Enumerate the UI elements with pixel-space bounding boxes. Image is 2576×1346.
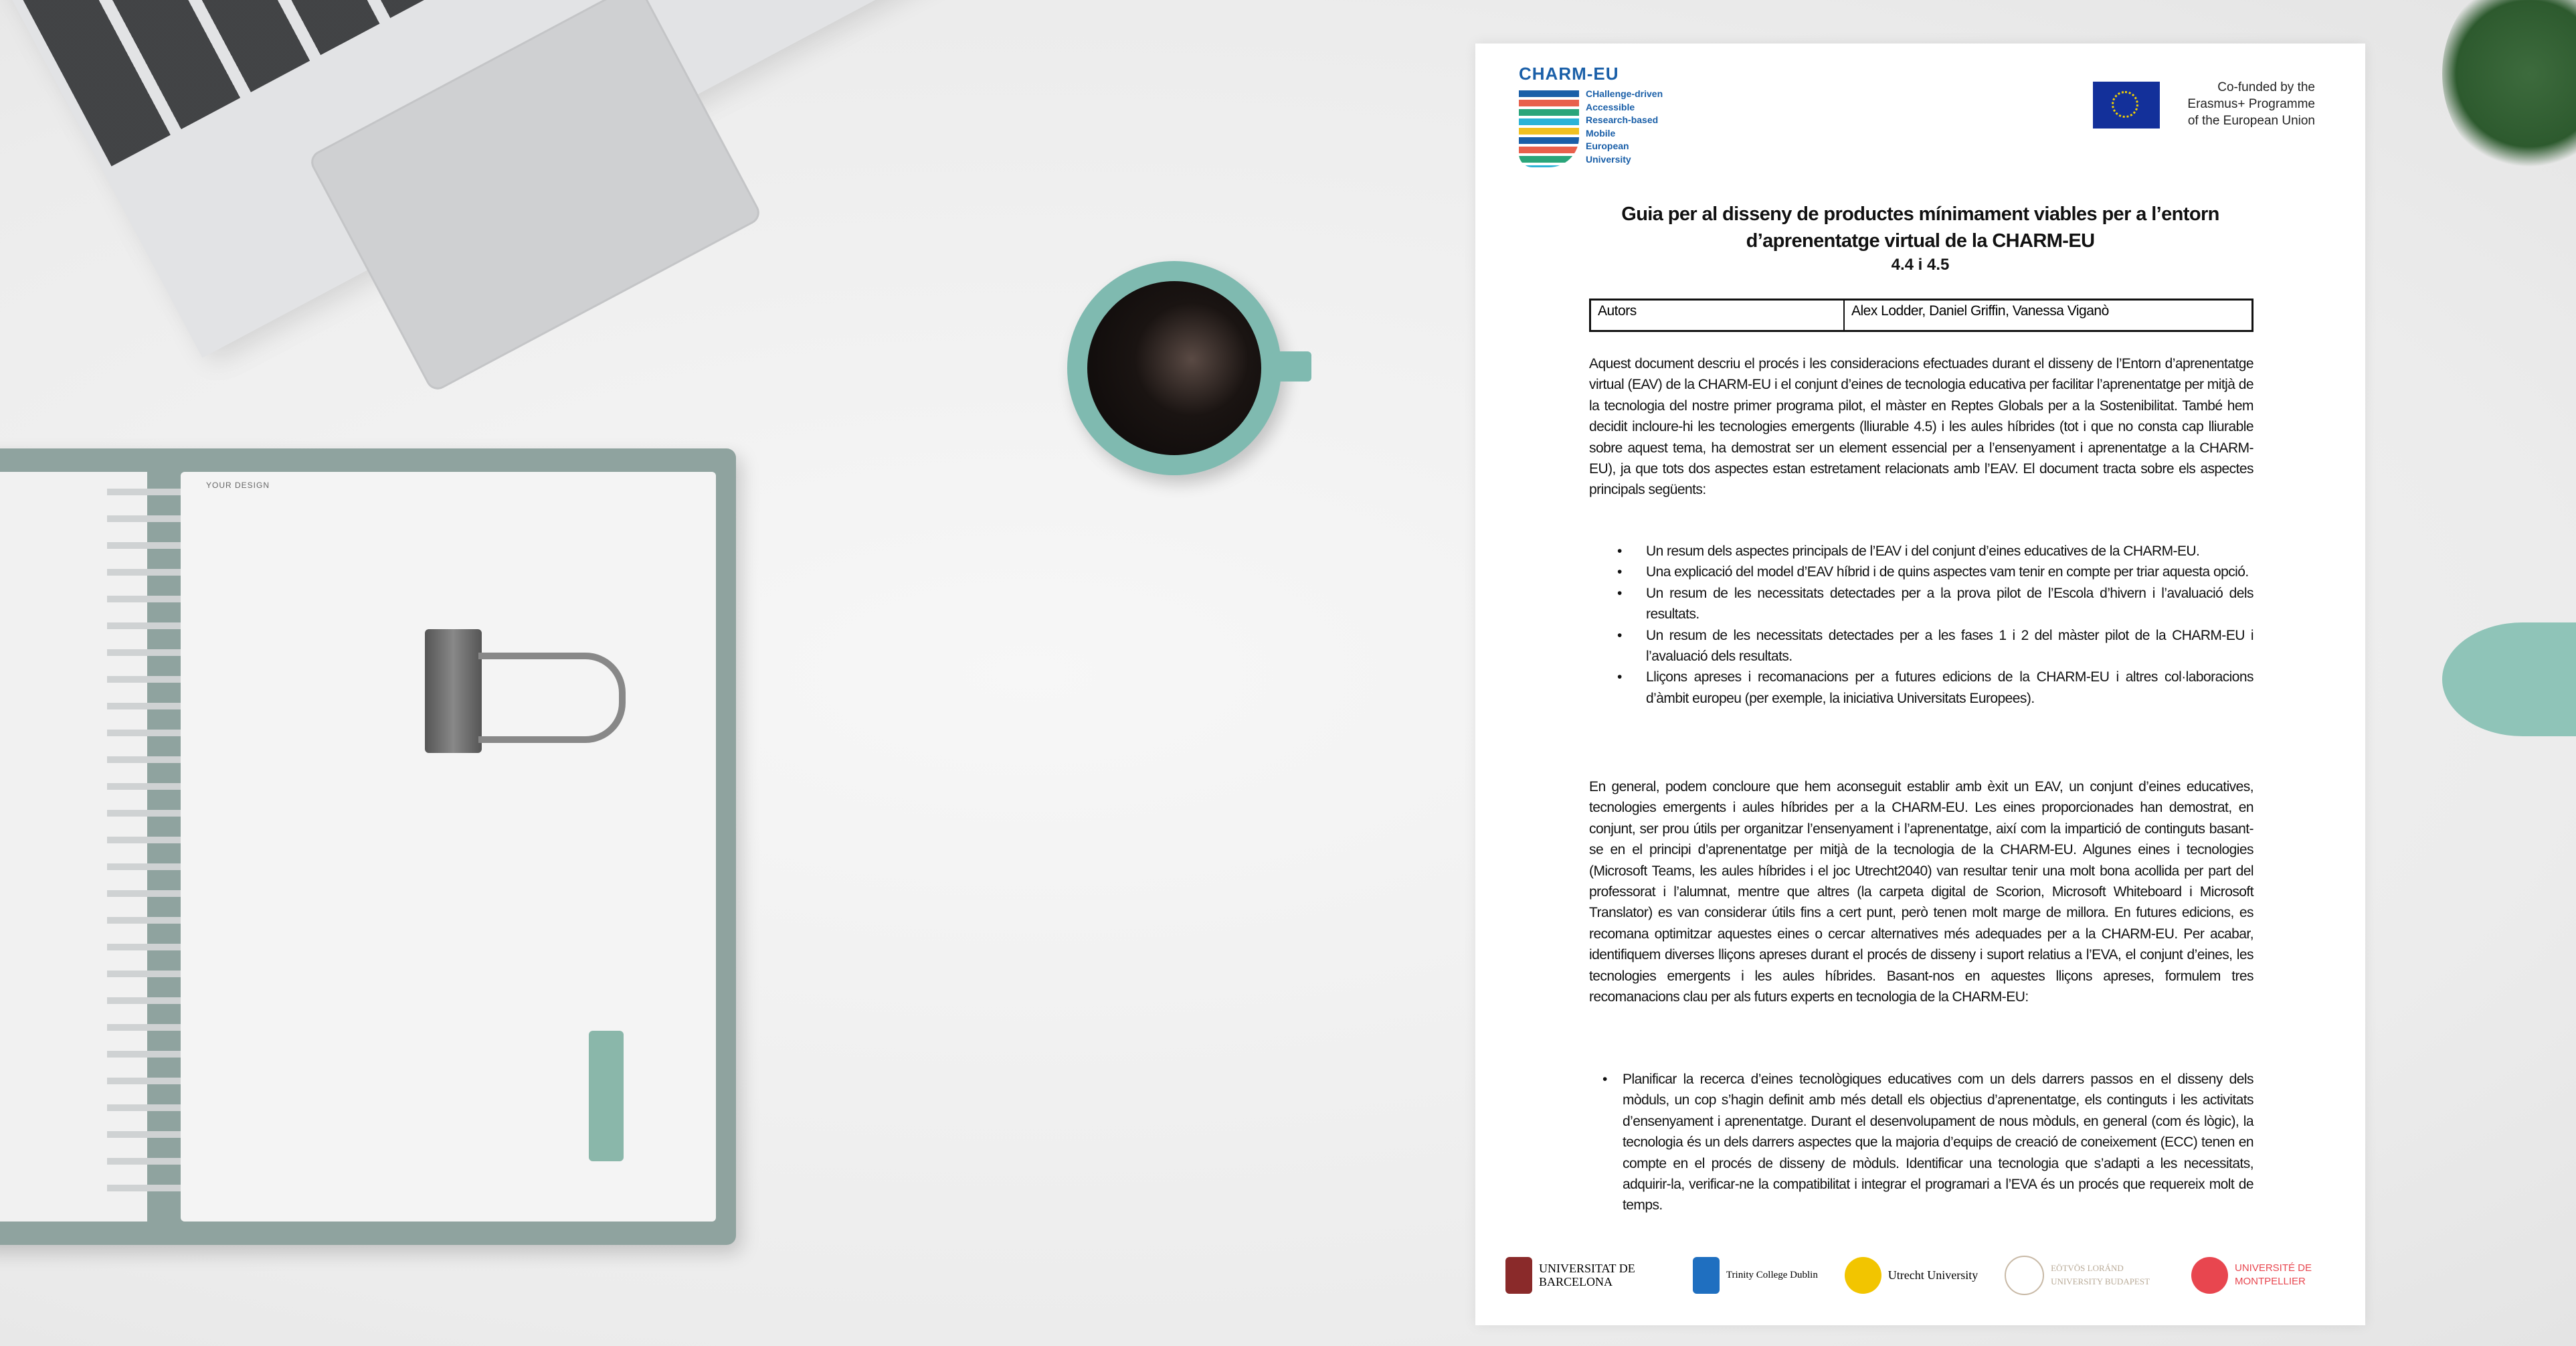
charm-eu-logo-name: CHARM-EU [1519, 64, 1619, 84]
title-line: Guia per al disseny de productes mínimament viables per a l’entorn [1621, 203, 2219, 225]
list-item: • Planificar la recerca d’eines tecnològiques educatives com un dels darrers passos en el disseny dels mòduls, un cop s’hagin definit amb més detall els objectius d’aprenentatge, els continguts i les activitats d’ensenyament i aprenentatge. Durant el desenvolupament de nous mòduls, en general (com és lògic), la tecnologia és un dels darrers aspectes que la majoria d’equips de creació de coneixement (ECC) tenen en compte en el procés de disseny de mòduls. Identificar una tecnologia que s’adapti a les necessitats, adquirir-la, verificar-ne la compatibilitat i integrar el programari a l’EVA és un procés que requereix molt de temps. [1589, 1069, 2253, 1216]
logo-text: Utrecht University [1888, 1268, 1979, 1282]
logo-text: Trinity College Dublin [1726, 1270, 1818, 1280]
notebook-label: YOUR DESIGN [206, 481, 270, 490]
list-item: • Una explicació del model d’EAV híbrid i de quins aspectes vam tenir en compte per triar aquesta opció. [1589, 562, 2253, 582]
logo-utrecht-university [1845, 1257, 1978, 1294]
coffee-cup-handle [1271, 351, 1311, 382]
logo-word: European [1586, 141, 1629, 151]
elte-seal-icon [2005, 1256, 2044, 1295]
utrecht-sun-icon [1845, 1257, 1881, 1294]
logo-text: UNIVERSITÉ DE MONTPELLIER [2235, 1262, 2312, 1287]
document-title [1539, 201, 2302, 254]
aspects-list [1589, 541, 2253, 709]
logo-word: University [1586, 153, 1631, 165]
binder-clip [425, 629, 482, 753]
logo-text: EÖTVÖS LORÁND UNIVERSITY BUDAPEST [2051, 1263, 2150, 1286]
eu-text-line: Co-funded by the [2217, 80, 2315, 94]
list-item: • Lliçons apreses i recomanacions per a futures edicions de la CHARM-EU i altres col·laboracions d’àmbit europeu (per exemple, la iniciativa Universitats Europees). [1589, 667, 2253, 709]
authors-table [1589, 299, 2253, 332]
charm-eu-logo-words [1586, 88, 1663, 166]
charm-eu-shield-icon [1519, 90, 1579, 167]
partner-logos [1505, 1252, 2342, 1298]
tcd-crest-icon [1693, 1257, 1720, 1294]
coffee [1087, 281, 1261, 455]
eu-text-line: of the European Union [2187, 114, 2315, 128]
title-line: d’aprenentatge virtual de la CHARM-EU [1746, 230, 2095, 252]
logo-trinity-college-dublin [1693, 1257, 1818, 1294]
logo-word: Accessible [1586, 101, 1635, 112]
eu-cofunded-text [2141, 79, 2315, 129]
authors-label: Autors [1591, 301, 1845, 330]
recommendations-list [1589, 1069, 2253, 1216]
ub-crest-icon [1505, 1257, 1532, 1294]
charm-eu-logo [1519, 64, 1663, 165]
list-item: • Un resum dels aspectes principals de l’EAV i del conjunt d’eines educatives de la CHARM-EU. [1589, 541, 2253, 562]
notebook-page [181, 472, 716, 1222]
um-logo-icon [2191, 1257, 2228, 1294]
notebook-spiral [107, 475, 181, 1211]
logo-word: Research-based [1586, 114, 1659, 125]
conclusion-paragraph: En general, podem concloure que hem aconseguit establir amb èxit un EAV, un conjunt d’eines educatives, tecnologies emergents i aules híbrides per a la CHARM-EU. Les eines proporcionades han demostrat, en conjunt, ser prou útils per organitzar l’ensenyament i l’aprenentatge, així com la impartició de continguts basant-se en el principi d’aprenentatge per mitjà de la tecnologia de la CHARM-EU. Algunes eines i tecnologies (Microsoft Teams, les aules híbrides i el joc Utrecht2040) van resultar tenir una molt bona acollida per part del professorat i l’alumnat, mentre que altres (la carpeta digital de Scorion, Microsoft Whiteboard i Microsoft Translator) es van considerar útils fins a cert punt, però tenen molt marge de millora. En futures edicions, es recomana optimitzar aquestes eines o cercar alternatives més adequades per a la CHARM-EU. Per acabar, identifiquem diverses lliçons apreses durant el procés de disseny i suport relatius a l’EVA, el conjunt d’eines, les tecnologies emergents i les aules híbrides. Basant-nos en aquestes lliçons apreses, formulem tres recomanacions clau per als futurs experts en tecnologia de la CHARM-EU: [1589, 779, 2253, 1005]
eraser [589, 1031, 624, 1161]
authors-value: Alex Lodder, Daniel Griffin, Vanessa Viganò [1851, 303, 2109, 319]
eu-text-line: Erasmus+ Programme [2187, 97, 2315, 111]
logo-word: Mobile [1586, 127, 1616, 139]
logo-universitat-barcelona [1505, 1257, 1666, 1294]
intro-paragraph: Aquest document descriu el procés i les consideracions efectuades durant el disseny de l’Entorn d’aprenentatge virtual (EAV) de la CHARM-EU i el conjunt d’eines de tecnologia educativa per facilitar l’aprenentatge per mitjà de la tecnologia del nostre primer programa pilot, el màster en Reptes Globals per a la Sostenibilitat. També hem decidit incloure-hi les tecnologies emergents (lliurable 4.5) i les aules híbrides (tot i que no consta cap lliurable sobre aquest tema, ha demostrat ser un element essencial per a l’ensenyament i aprenentatge a la CHARM-EU), ja que tots dos aspectes estan estretament relacionats amb l’EAV. El document tracta sobre els aspectes principals següents: [1589, 356, 2253, 498]
eu-stars-icon [2112, 91, 2138, 118]
logo-text: UNIVERSITAT DE BARCELONA [1539, 1262, 1635, 1288]
logo-eotvos-lorand [2005, 1256, 2165, 1295]
binder-clip-wire [478, 653, 626, 743]
document-version: 4.4 i 4.5 [1891, 256, 1950, 274]
logo-word: CHallenge-driven [1586, 88, 1663, 99]
logo-universite-montpellier [2191, 1257, 2342, 1294]
list-item: • Un resum de les necessitats detectades per a les fases 1 i 2 del màster pilot de la CHARM-EU i l’avaluació dels resultats. [1589, 625, 2253, 667]
list-item: • Un resum de les necessitats detectades per a la prova pilot de l’Escola d’hivern i l’avaluació dels resultats. [1589, 583, 2253, 625]
